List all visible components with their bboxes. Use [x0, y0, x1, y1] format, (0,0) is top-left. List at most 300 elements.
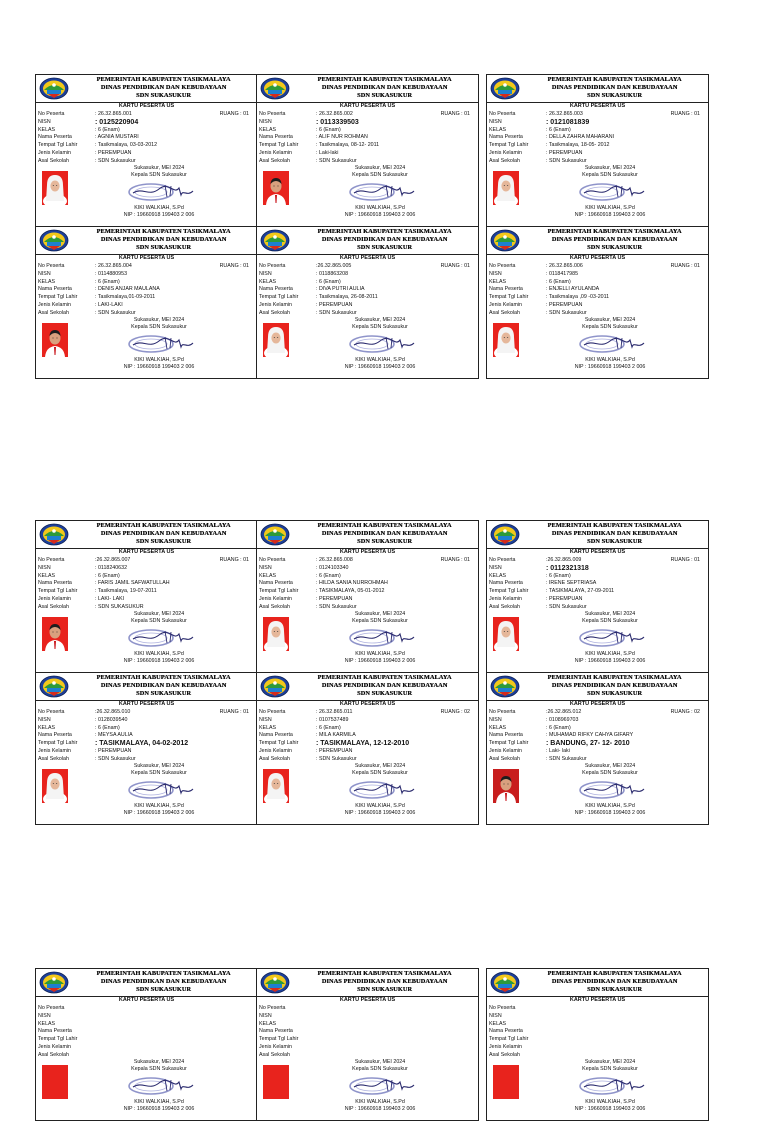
row-no-peserta: [259, 709, 476, 717]
value-no-peserta: :26.32.865.007: [95, 557, 131, 563]
signature-block: [94, 611, 224, 665]
value-ttl: : Tasikmalaya, 08-12- 2011: [316, 142, 380, 149]
card-header: [257, 521, 478, 549]
row-nisn: [259, 1013, 476, 1021]
label-nisn: NISN: [259, 564, 272, 571]
signature-place-date: Sukasukur, MEI 2024: [584, 611, 636, 617]
row-nama: [259, 1028, 476, 1036]
row-jk: [489, 596, 706, 604]
regency-emblem-icon: [39, 971, 69, 994]
label-ttl: Tempat Tgl Lahir: [489, 740, 529, 747]
header-line-1: PEMERINTAH KABUPATEN TASIKMALAYA: [547, 522, 682, 529]
row-ttl: [259, 294, 476, 302]
value-nisn: : 0121081839: [546, 118, 590, 126]
value-sekolah: : SDN Sukasukur: [316, 309, 357, 316]
card-header: [36, 521, 257, 549]
signature-place-date: Sukasukur, MEI 2024: [584, 165, 636, 171]
signature-block: [315, 763, 445, 817]
card-title: KARTU PESERTA US: [569, 701, 626, 707]
row-jk: [259, 596, 476, 604]
header-text: [293, 522, 476, 547]
row-jk: [489, 150, 706, 158]
signature-place-date: Sukasukur, MEI 2024: [133, 317, 185, 323]
row-no-peserta: [38, 263, 255, 271]
card-fields: [489, 111, 706, 166]
student-photo: [42, 769, 68, 803]
value-ttl: : Tasikmalaya, 03-03-2012: [95, 142, 158, 149]
value-nama: : AGNIA MUSTARI: [95, 134, 139, 141]
card-header: [487, 227, 708, 255]
student-portrait-icon: [42, 617, 68, 651]
row-jk: [489, 748, 706, 756]
signature-role: Kepala SDN Sukasukur: [352, 172, 408, 178]
signature-stamp: [315, 625, 445, 651]
regency-emblem-icon: [490, 229, 520, 252]
value-jk: : Laki- laki: [546, 747, 570, 754]
header-line-3: SDN SUKASUKUR: [586, 92, 642, 100]
signature-block: [94, 165, 224, 219]
header-line-3: SDN SUKASUKUR: [356, 244, 412, 252]
row-kelas: [38, 725, 255, 733]
header-text: [293, 76, 476, 101]
signature-stamp: [315, 777, 445, 803]
header-line-2: DINAS PENDIDIKAN DAN KEBUDAYAAN: [551, 84, 678, 92]
row-nama: [259, 732, 476, 740]
header-text: [72, 522, 255, 547]
row-nisn: [259, 271, 476, 279]
value-nama: : DELLA ZAHRA MAHARANI: [546, 134, 614, 141]
student-card: [256, 520, 479, 673]
signature-place-date: Sukasukur, MEI 2024: [133, 1059, 185, 1065]
signature-nip: NIP : 19660918 199403 2 006: [344, 212, 416, 218]
value-sekolah: : SDN Sukasukur: [546, 603, 587, 610]
value-nama: : MEYSA AULIA: [95, 732, 133, 739]
label-sekolah: Asal Sekolah: [38, 1051, 69, 1058]
signature-stamp: [94, 777, 224, 803]
regency-emblem-icon: [39, 523, 69, 546]
header-line-3: SDN SUKASUKUR: [135, 538, 191, 546]
card-header: [487, 75, 708, 103]
row-nama: [38, 134, 255, 142]
card-title: KARTU PESERTA US: [118, 549, 175, 555]
label-no-peserta: No Peserta: [38, 709, 65, 715]
row-ttl: [259, 142, 476, 150]
row-ttl: [38, 1036, 255, 1044]
value-ttl: : TASIKMALAYA, 05-01-2012: [316, 588, 385, 595]
label-nama: Nama Peserta: [259, 134, 293, 141]
card-title: KARTU PESERTA US: [339, 255, 396, 261]
row-no-peserta: [38, 1005, 255, 1013]
value-ttl: : BANDUNG, 27- 12- 2010: [546, 740, 630, 748]
value-jk: : PEREMPUAN: [546, 301, 583, 308]
header-text: [523, 76, 706, 101]
signature-name: KIKI WALKIAH, S.Pd: [134, 803, 184, 809]
row-no-peserta: [489, 709, 706, 717]
regency-emblem-icon: [260, 229, 290, 252]
row-kelas: [259, 127, 476, 135]
label-kelas: KELAS: [259, 126, 277, 133]
row-kelas: [38, 573, 255, 581]
student-photo: [493, 1065, 519, 1099]
value-nama: : DENIS ANJAR MAULANA: [95, 286, 160, 293]
header-line-3: SDN SUKASUKUR: [586, 244, 642, 252]
header-text: [293, 674, 476, 699]
signature-stamp: [545, 179, 675, 205]
label-nama: Nama Peserta: [489, 580, 523, 587]
label-kelas: KELAS: [259, 724, 277, 731]
student-card: [256, 74, 479, 227]
label-sekolah: Asal Sekolah: [259, 1051, 290, 1058]
signature-block: [94, 317, 224, 371]
student-card: [35, 520, 258, 673]
header-line-3: SDN SUKASUKUR: [135, 244, 191, 252]
signature-name: KIKI WALKIAH, S.Pd: [355, 651, 405, 657]
value-kelas: : 6 (Enam): [95, 278, 120, 285]
header-line-2: DINAS PENDIDIKAN DAN KEBUDAYAAN: [321, 682, 448, 690]
header-line-3: SDN SUKASUKUR: [135, 92, 191, 100]
signature-stamp: [94, 179, 224, 205]
student-photo: [42, 1065, 68, 1099]
header-line-1: PEMERINTAH KABUPATEN TASIKMALAYA: [547, 674, 682, 681]
card-fields: [489, 1005, 706, 1060]
row-nisn: [38, 119, 255, 127]
signature-scribble-icon: [119, 179, 199, 205]
student-portrait-icon: [263, 1065, 289, 1099]
value-sekolah: : SDN Sukasukur: [316, 755, 357, 762]
label-no-peserta: No Peserta: [259, 557, 286, 563]
label-sekolah: Asal Sekolah: [38, 603, 69, 610]
label-ttl: Tempat Tgl Lahir: [259, 142, 299, 149]
label-ttl: Tempat Tgl Lahir: [489, 588, 529, 595]
value-ttl: : TASIKMALAYA, 27-09-2011: [546, 588, 615, 595]
value-ruang: RUANG : 01: [219, 111, 249, 117]
label-jk: Jenis Kelamin: [259, 747, 292, 754]
value-no-peserta: : 26.32.865.004: [95, 263, 132, 269]
header-line-2: DINAS PENDIDIKAN DAN KEBUDAYAAN: [551, 530, 678, 538]
student-portrait-icon: [493, 323, 519, 357]
row-kelas: [489, 725, 706, 733]
card-fields: [259, 709, 476, 764]
row-kelas: [489, 127, 706, 135]
student-card: [256, 968, 479, 1121]
row-no-peserta: [259, 263, 476, 271]
value-nisn: : 0128039540: [95, 716, 128, 723]
signature-nip: NIP : 19660918 199403 2 006: [123, 810, 195, 816]
value-jk: : PEREMPUAN: [95, 149, 132, 156]
card-header: [487, 673, 708, 701]
label-nisn: NISN: [489, 564, 502, 571]
label-nisn: NISN: [259, 270, 272, 277]
signature-place-date: Sukasukur, MEI 2024: [354, 165, 406, 171]
header-text: [293, 228, 476, 253]
student-photo: [263, 171, 289, 205]
signature-role: Kepala SDN Sukasukur: [352, 618, 408, 624]
label-ttl: Tempat Tgl Lahir: [489, 142, 529, 149]
label-jk: Jenis Kelamin: [489, 301, 522, 308]
label-kelas: KELAS: [489, 278, 507, 285]
value-no-peserta: : 26.32.865.002: [316, 111, 353, 117]
label-nama: Nama Peserta: [38, 1028, 72, 1035]
label-ttl: Tempat Tgl Lahir: [38, 1036, 78, 1043]
row-jk: [259, 150, 476, 158]
signature-nip: NIP : 19660918 199403 2 006: [574, 658, 646, 664]
row-no-peserta: [259, 557, 476, 565]
row-kelas: [38, 279, 255, 287]
label-nama: Nama Peserta: [259, 1028, 293, 1035]
header-line-2: DINAS PENDIDIKAN DAN KEBUDAYAAN: [100, 978, 227, 986]
header-line-1: PEMERINTAH KABUPATEN TASIKMALAYA: [317, 674, 452, 681]
value-nisn: : 0118863208: [316, 270, 349, 277]
value-no-peserta: : 26.32.865.011: [316, 709, 353, 715]
label-kelas: KELAS: [489, 724, 507, 731]
label-nisn: NISN: [38, 118, 51, 125]
card-header: [36, 673, 257, 701]
row-nama: [259, 580, 476, 588]
value-jk: : PEREMPUAN: [316, 747, 353, 754]
label-no-peserta: No Peserta: [38, 1005, 65, 1011]
header-line-3: SDN SUKASUKUR: [356, 92, 412, 100]
header-line-2: DINAS PENDIDIKAN DAN KEBUDAYAAN: [100, 530, 227, 538]
signature-place-date: Sukasukur, MEI 2024: [354, 1059, 406, 1065]
student-photo: [42, 323, 68, 357]
signature-scribble-icon: [570, 1073, 650, 1099]
value-jk: : PEREMPUAN: [546, 595, 583, 602]
signature-role: Kepala SDN Sukasukur: [352, 324, 408, 330]
label-sekolah: Asal Sekolah: [38, 309, 69, 316]
label-kelas: KELAS: [38, 278, 56, 285]
card-header: [487, 969, 708, 997]
row-ttl: [38, 142, 255, 150]
value-jk: : PEREMPUAN: [95, 747, 132, 754]
signature-name: KIKI WALKIAH, S.Pd: [134, 357, 184, 363]
signature-stamp: [315, 1073, 445, 1099]
signature-stamp: [94, 625, 224, 651]
signature-block: [315, 611, 445, 665]
card-fields: [259, 111, 476, 166]
header-line-2: DINAS PENDIDIKAN DAN KEBUDAYAAN: [321, 236, 448, 244]
header-line-1: PEMERINTAH KABUPATEN TASIKMALAYA: [96, 228, 231, 235]
label-jk: Jenis Kelamin: [489, 595, 522, 602]
value-nisn: : 0118417985: [546, 270, 579, 277]
signature-scribble-icon: [570, 625, 650, 651]
signature-role: Kepala SDN Sukasukur: [131, 618, 187, 624]
signature-nip: NIP : 19660918 199403 2 006: [123, 364, 195, 370]
value-nama: : ALIF NUR ROHMAN: [316, 134, 368, 141]
row-nisn: [489, 119, 706, 127]
card-fields: [259, 1005, 476, 1060]
signature-block: [315, 1059, 445, 1113]
label-nisn: NISN: [489, 118, 502, 125]
label-no-peserta: No Peserta: [259, 1005, 286, 1011]
value-sekolah: : SDN Sukasukur: [95, 309, 136, 316]
row-nisn: [259, 565, 476, 573]
card-fields: [38, 557, 255, 612]
card-fields: [259, 557, 476, 612]
regency-emblem-icon: [260, 675, 290, 698]
student-card: [35, 226, 258, 379]
row-ttl: [489, 142, 706, 150]
value-jk: : PEREMPUAN: [316, 595, 353, 602]
student-photo: [263, 617, 289, 651]
label-nama: Nama Peserta: [489, 1028, 523, 1035]
signature-role: Kepala SDN Sukasukur: [131, 324, 187, 330]
student-portrait-icon: [493, 617, 519, 651]
value-ruang: RUANG : 01: [219, 263, 249, 269]
student-card: [35, 672, 258, 825]
row-jk: [38, 302, 255, 310]
value-ruang: RUANG : 01: [219, 709, 249, 715]
label-nisn: NISN: [489, 270, 502, 277]
regency-emblem-icon: [490, 523, 520, 546]
signature-place-date: Sukasukur, MEI 2024: [133, 763, 185, 769]
header-line-3: SDN SUKASUKUR: [586, 690, 642, 698]
signature-stamp: [315, 179, 445, 205]
value-kelas: : 6 (Enam): [95, 126, 120, 133]
label-nama: Nama Peserta: [259, 580, 293, 587]
value-sekolah: : SDN Sukasukur: [95, 157, 136, 164]
value-no-peserta: :26.32.865.012: [546, 709, 582, 715]
signature-place-date: Sukasukur, MEI 2024: [354, 611, 406, 617]
row-nama: [38, 732, 255, 740]
row-nama: [489, 134, 706, 142]
signature-name: KIKI WALKIAH, S.Pd: [585, 803, 635, 809]
label-no-peserta: No Peserta: [259, 111, 286, 117]
value-ruang: RUANG : 01: [440, 111, 470, 117]
label-sekolah: Asal Sekolah: [489, 309, 520, 316]
label-sekolah: Asal Sekolah: [259, 603, 290, 610]
row-jk: [489, 302, 706, 310]
label-nama: Nama Peserta: [489, 286, 523, 293]
card-fields: [38, 1005, 255, 1060]
header-text: [523, 674, 706, 699]
signature-scribble-icon: [340, 625, 420, 651]
value-jk: : LAKI-LAKI: [95, 301, 123, 308]
value-no-peserta: : 26.32.865.008: [316, 557, 353, 563]
header-line-3: SDN SUKASUKUR: [135, 690, 191, 698]
header-text: [523, 522, 706, 547]
signature-nip: NIP : 19660918 199403 2 006: [574, 364, 646, 370]
header-line-2: DINAS PENDIDIKAN DAN KEBUDAYAAN: [551, 978, 678, 986]
student-photo: [42, 617, 68, 651]
value-nama: : MUHAMAD RIFKY CAHYA GIFARY: [546, 732, 634, 739]
row-nama: [259, 286, 476, 294]
signature-stamp: [545, 625, 675, 651]
student-photo: [493, 323, 519, 357]
value-ttl: : Tasikmalaya ,09 -03-2011: [546, 294, 610, 301]
value-nisn: : 0118240632: [95, 564, 128, 571]
header-text: [523, 970, 706, 995]
label-kelas: KELAS: [38, 126, 56, 133]
signature-block: [545, 763, 675, 817]
row-no-peserta: [38, 709, 255, 717]
value-jk: : PEREMPUAN: [316, 301, 353, 308]
label-no-peserta: No Peserta: [259, 263, 286, 269]
student-portrait-icon: [263, 617, 289, 651]
signature-nip: NIP : 19660918 199403 2 006: [574, 212, 646, 218]
value-ruang: RUANG : 01: [670, 557, 700, 563]
signature-nip: NIP : 19660918 199403 2 006: [344, 810, 416, 816]
header-line-1: PEMERINTAH KABUPATEN TASIKMALAYA: [547, 228, 682, 235]
value-ruang: RUANG : 01: [440, 263, 470, 269]
signature-scribble-icon: [119, 777, 199, 803]
card-title: KARTU PESERTA US: [339, 701, 396, 707]
label-nama: Nama Peserta: [489, 134, 523, 141]
student-portrait-icon: [42, 323, 68, 357]
row-ttl: [38, 294, 255, 302]
student-photo: [493, 769, 519, 803]
header-line-2: DINAS PENDIDIKAN DAN KEBUDAYAAN: [321, 530, 448, 538]
label-sekolah: Asal Sekolah: [259, 309, 290, 316]
card-title: KARTU PESERTA US: [569, 549, 626, 555]
header-line-2: DINAS PENDIDIKAN DAN KEBUDAYAAN: [100, 682, 227, 690]
value-sekolah: : SDN Sukasukur: [546, 309, 587, 316]
signature-block: [545, 317, 675, 371]
signature-stamp: [545, 1073, 675, 1099]
value-kelas: : 6 (Enam): [546, 278, 571, 285]
row-ttl: [489, 1036, 706, 1044]
row-nama: [259, 134, 476, 142]
card-title: KARTU PESERTA US: [569, 997, 626, 1003]
label-ttl: Tempat Tgl Lahir: [259, 740, 299, 747]
signature-role: Kepala SDN Sukasukur: [582, 172, 638, 178]
signature-stamp: [94, 331, 224, 357]
student-card: [35, 74, 258, 227]
row-nisn: [259, 717, 476, 725]
label-nisn: NISN: [489, 716, 502, 723]
row-ttl: [259, 1036, 476, 1044]
signature-place-date: Sukasukur, MEI 2024: [584, 1059, 636, 1065]
card-title: KARTU PESERTA US: [569, 255, 626, 261]
header-line-3: SDN SUKASUKUR: [356, 986, 412, 994]
row-nisn: [489, 1013, 706, 1021]
label-nama: Nama Peserta: [489, 732, 523, 739]
value-nisn: : 0113339503: [316, 118, 359, 126]
label-sekolah: Asal Sekolah: [259, 755, 290, 762]
row-ttl: [259, 740, 476, 748]
label-jk: Jenis Kelamin: [38, 747, 71, 754]
label-no-peserta: No Peserta: [489, 557, 516, 563]
value-ttl: : Tasikmalaya, 19-07-2011: [95, 588, 157, 595]
signature-block: [545, 611, 675, 665]
value-sekolah: : SDN Sukasukur: [95, 755, 136, 762]
row-nisn: [259, 119, 476, 127]
signature-name: KIKI WALKIAH, S.Pd: [355, 803, 405, 809]
card-header: [36, 227, 257, 255]
signature-nip: NIP : 19660918 199403 2 006: [344, 1106, 416, 1112]
card-title: KARTU PESERTA US: [569, 103, 626, 109]
row-ttl: [489, 740, 706, 748]
row-kelas: [489, 279, 706, 287]
label-jk: Jenis Kelamin: [38, 301, 71, 308]
student-photo: [42, 171, 68, 205]
header-line-1: PEMERINTAH KABUPATEN TASIKMALAYA: [317, 970, 452, 977]
student-portrait-icon: [493, 171, 519, 205]
signature-role: Kepala SDN Sukasukur: [352, 770, 408, 776]
student-photo: [263, 323, 289, 357]
label-jk: Jenis Kelamin: [259, 149, 292, 156]
header-line-2: DINAS PENDIDIKAN DAN KEBUDAYAAN: [100, 84, 227, 92]
label-nama: Nama Peserta: [38, 286, 72, 293]
label-kelas: KELAS: [489, 572, 507, 579]
label-nama: Nama Peserta: [259, 286, 293, 293]
header-text: [72, 76, 255, 101]
value-sekolah: : SDN Sukasukur: [546, 755, 587, 762]
value-nama: : FARIS JAMIL SAFWATULLAH: [95, 580, 170, 587]
signature-place-date: Sukasukur, MEI 2024: [584, 317, 636, 323]
signature-scribble-icon: [570, 331, 650, 357]
signature-nip: NIP : 19660918 199403 2 006: [344, 364, 416, 370]
row-no-peserta: [259, 111, 476, 119]
